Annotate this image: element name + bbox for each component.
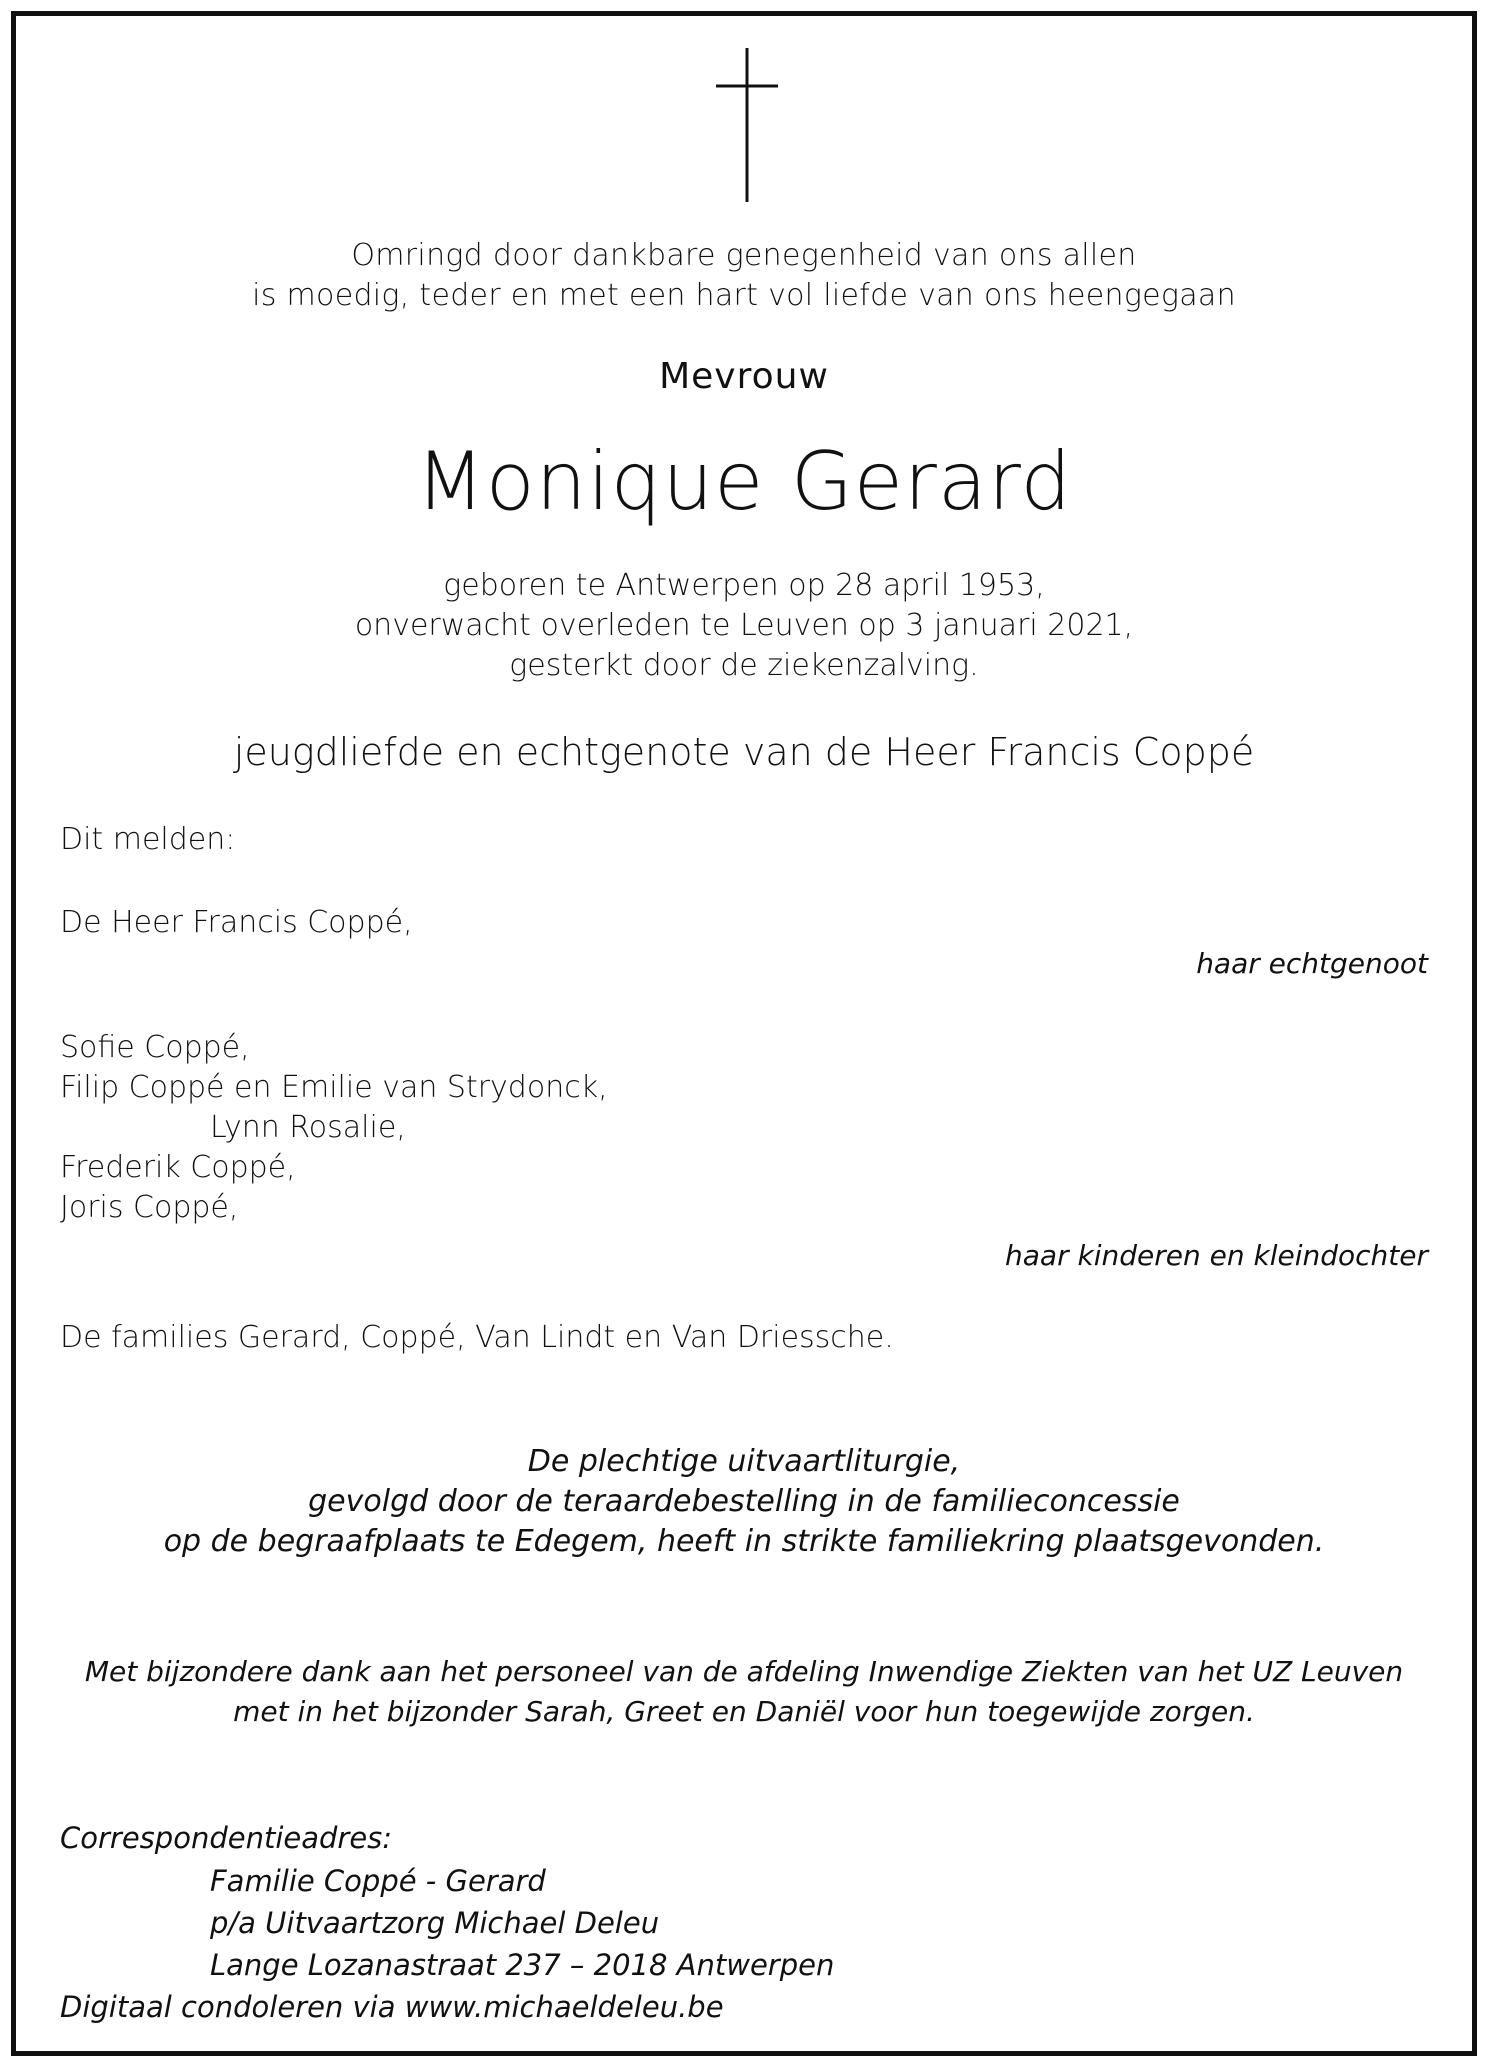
families-line: De families Gerard, Coppé, Van Lindt en Van Driessche. [60, 1320, 894, 1355]
child-name: Filip Coppé en Emilie van Strydonck, [60, 1070, 608, 1105]
birth-death-dates [0, 566, 1488, 686]
husband-name: De Heer Francis Coppé, [60, 905, 413, 940]
honorific: Mevrouw [659, 356, 829, 397]
child-name: Sofie Coppé, [60, 1030, 250, 1065]
child-name: Frederik Coppé, [60, 1150, 296, 1185]
intro-text [0, 236, 1488, 316]
funeral-line-1: De plechtige uitvaartliturgie, [527, 1444, 961, 1479]
husband-role: haar echtgenoot [1196, 947, 1428, 980]
thanks-text [0, 1652, 1488, 1732]
dates-line-3: gesterkt door de ziekenzalving. [509, 648, 979, 683]
online-condolence: Digitaal condoleren via www.michaeldeleu.be [60, 1990, 724, 2024]
child-name: Joris Coppé, [60, 1190, 239, 1225]
cross-icon [716, 48, 778, 202]
children-role: haar kinderen en kleindochter [1005, 1239, 1428, 1272]
deceased-name: Monique Gerard [415, 435, 1073, 528]
thanks-line-1: Met bijzondere dank aan het personeel van de afdeling Inwendige Ziekten van het UZ Leuven [84, 1655, 1404, 1688]
funeral-line-2: gevolgd door de teraardebestelling in de familieconcessie [308, 1484, 1180, 1519]
funeral-line-3: op de begraafplaats te Edegem, heeft in strikte familiekring plaatsgevonden. [163, 1524, 1325, 1559]
grandchild-name: Lynn Rosalie, [210, 1110, 406, 1145]
dates-line-2: onverwacht overleden te Leuven op 3 januari 2021, [354, 608, 1134, 643]
correspondence-line-2: p/a Uitvaartzorg Michael Deleu [210, 1906, 660, 1940]
correspondence-line-1: Familie Coppé - Gerard [210, 1864, 546, 1898]
funeral-text [0, 1442, 1488, 1562]
dates-line-1: geboren te Antwerpen op 28 april 1953, [443, 568, 1045, 603]
intro-line-1: Omringd door dankbare genegenheid van ons allen [351, 238, 1137, 273]
correspondence-line-3: Lange Lozanastraat 237 – 2018 Antwerpen [210, 1948, 835, 1982]
spouse-line: jeugdliefde en echtgenote van de Heer Francis Coppé [233, 730, 1255, 774]
correspondence-label: Correspondentieadres: [60, 1821, 393, 1855]
thanks-line-2: met in het bijzonder Sarah, Greet en Daniël voor hun toegewijde zorgen. [233, 1695, 1255, 1728]
intro-line-2: is moedig, teder en met een hart vol liefde van ons heengegaan [252, 278, 1236, 313]
announce-label: Dit melden: [60, 822, 236, 857]
